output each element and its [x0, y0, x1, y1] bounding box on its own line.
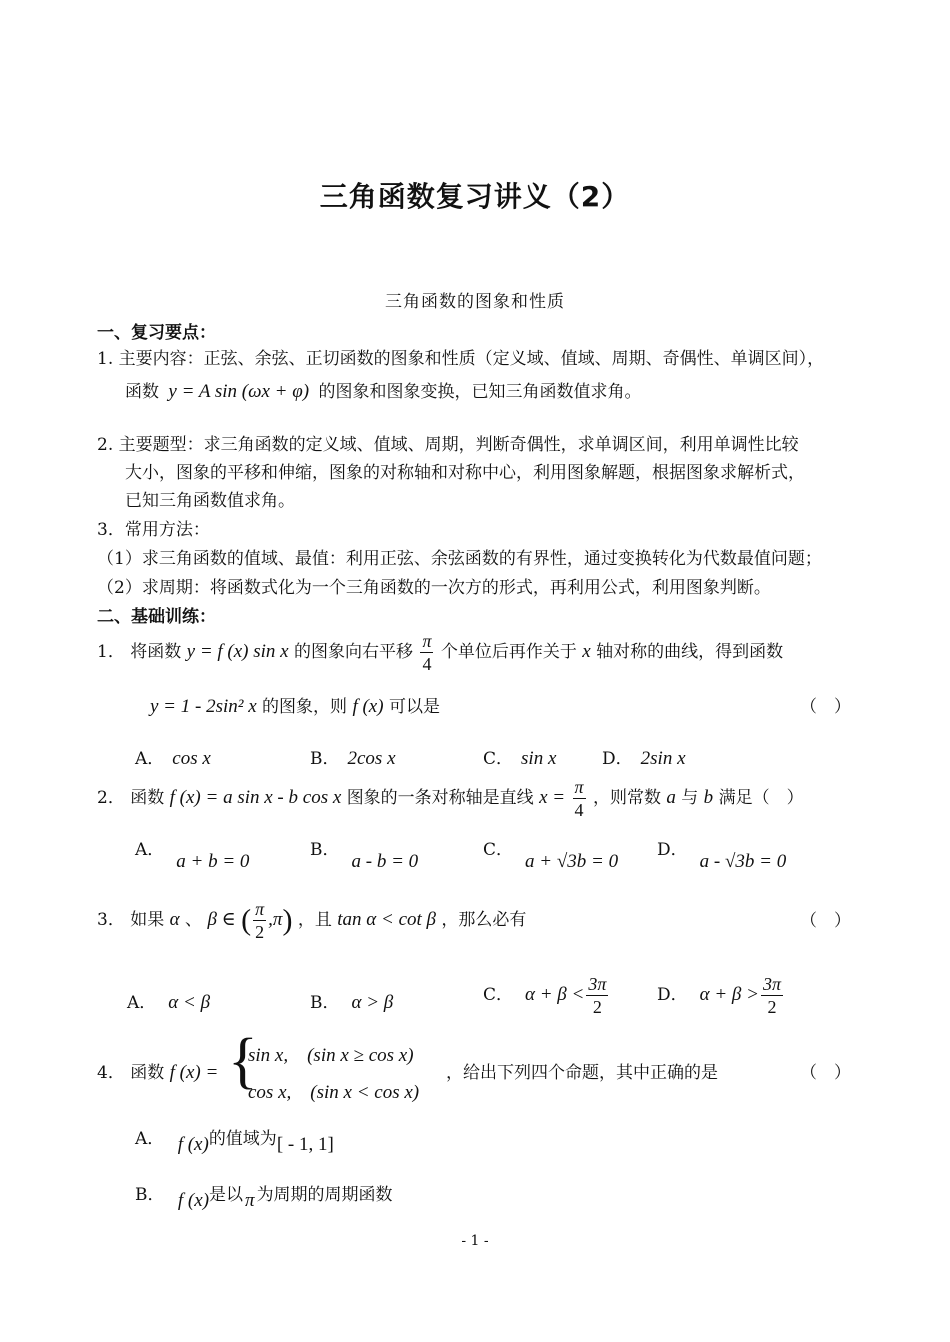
question-4-text: 函数: [130, 1063, 165, 1083]
point-1-formula: y = A sin (ωx + φ): [168, 381, 310, 402]
fraction-denominator: 2: [255, 922, 265, 942]
option-3b: [310, 988, 393, 1014]
fraction-pi-over-4: [573, 778, 586, 819]
option-label: D．: [602, 749, 633, 769]
point-1-prefix: 函数: [125, 382, 159, 402]
point-2-line-2: 大小，图象的平移和伸缩，图象的对称轴和对称中心，利用图象解题，根据图象求解析式，: [125, 463, 805, 483]
option-label: D．: [657, 840, 688, 860]
option-3c: [483, 975, 610, 1016]
left-paren: (: [241, 903, 252, 937]
option-1b: [310, 744, 396, 770]
option-label: D．: [657, 985, 688, 1005]
point-2-line-3: 已知三角函数值求角。: [125, 491, 295, 511]
question-2-text: 函数: [130, 788, 165, 808]
option-value: a - b = 0: [351, 851, 419, 872]
option-2c: [483, 835, 619, 872]
option-3d: [657, 975, 785, 1016]
question-1-target-formula: y = 1 - 2sin² x: [150, 696, 257, 717]
page-subtitle: 三角函数的图象和性质: [385, 292, 565, 312]
point-1-line-2: [125, 377, 642, 403]
page-title: 三角函数复习讲义（2）: [319, 180, 631, 213]
option-4a: [135, 1124, 334, 1155]
fraction-denominator: 4: [574, 800, 584, 820]
option-label: A．: [127, 993, 157, 1013]
option-value: α < β: [168, 992, 211, 1013]
question-1-number: 1．: [97, 642, 125, 662]
option-pi: π: [245, 1190, 255, 1211]
question-2-line-1: [97, 778, 804, 819]
option-fx: f (x): [177, 1190, 210, 1211]
option-label: B．: [310, 749, 340, 769]
option-label: A．: [135, 749, 165, 769]
option-value: a - √3b = 0: [699, 851, 787, 872]
option-text: 为周期的周期函数: [256, 1185, 393, 1205]
interval-end: ,π: [268, 909, 283, 930]
fraction-3pi-over-2: [761, 975, 783, 1016]
option-label: B．: [135, 1185, 165, 1205]
option-text: 是以: [209, 1185, 244, 1205]
question-2-text: ，则常数: [592, 788, 661, 808]
option-4b: [135, 1180, 393, 1211]
method-2: （2）求周期：将函数式化为一个三角函数的一次方的形式，再利用公式，利用图象判断。: [97, 578, 771, 598]
variable-alpha: α: [169, 909, 180, 930]
question-1-formula: y = f (x) sin x: [186, 641, 289, 662]
option-value: α + β <: [525, 984, 585, 1005]
option-label: C．: [483, 840, 514, 860]
question-2-axis: x =: [539, 787, 566, 808]
option-fx: f (x): [177, 1134, 209, 1155]
fraction-3pi-over-2: [586, 975, 608, 1016]
option-range: [ - 1, 1]: [276, 1134, 334, 1155]
piecewise-case-2: cos x, (sin x < cos x): [248, 1082, 420, 1103]
question-2-text: 与: [681, 788, 699, 808]
option-value: 2cos x: [347, 748, 396, 769]
method-1: （1）求三角函数的值域、最值：利用正弦、余弦函数的有界性，通过变换转化为代数最值问题；: [97, 549, 822, 569]
point-3: 3．常用方法：: [97, 520, 210, 540]
fraction-pi-over-4: [420, 632, 433, 673]
point-1-suffix: 的图象和图象变换，已知三角函数值求角。: [318, 382, 642, 402]
fraction-numerator: 3π: [588, 974, 607, 994]
option-1d: [602, 744, 686, 770]
answer-blank-1: （ ）: [800, 697, 851, 717]
page-number: - 1 -: [461, 1233, 489, 1249]
question-1-line-1: [97, 632, 783, 673]
option-label: A．: [135, 1129, 165, 1149]
question-1-text: 可以是: [388, 697, 440, 717]
point-2-line-1: 2. 主要题型：求三角函数的定义域、值域、周期，判断奇偶性，求单调区间，利用单调性比较: [97, 435, 799, 455]
question-1-text: 的图象向右平移: [294, 642, 414, 662]
section-heading-training: 二、基础训练：: [97, 607, 216, 627]
question-1-text: 个单位后再作关于: [440, 642, 577, 662]
fraction-denominator: 2: [767, 997, 777, 1017]
question-2-text: 图象的一条对称轴是直线: [346, 788, 534, 808]
question-1-fx: f (x): [352, 696, 384, 717]
fraction-denominator: 2: [592, 997, 602, 1017]
question-1-line-2: [150, 692, 440, 718]
option-2a: [135, 835, 250, 872]
piecewise-case-1: sin x, (sin x ≥ cos x): [248, 1045, 414, 1066]
option-text: 的值域为: [208, 1129, 277, 1149]
option-value: a + √3b = 0: [525, 851, 619, 872]
fraction-denominator: 4: [422, 654, 432, 674]
option-label: A．: [135, 840, 165, 860]
fraction-pi-over-2: [253, 900, 266, 941]
option-label: B．: [310, 993, 340, 1013]
variable-b: b: [703, 787, 714, 808]
option-value: sin x: [521, 748, 557, 769]
question-3-text: ，且: [297, 910, 332, 930]
variable-beta: β ∈: [207, 909, 236, 930]
question-2-formula: f (x) = a sin x - b cos x: [169, 787, 342, 808]
question-3-text: ，那么必有: [441, 910, 527, 930]
question-3-text: 如果: [130, 910, 165, 930]
variable-a: a: [666, 787, 676, 808]
option-value: 2sin x: [640, 748, 686, 769]
question-1-text: 的图象，则: [262, 697, 348, 717]
question-3-text: 、: [185, 910, 203, 930]
question-4-fx: f (x) =: [169, 1062, 219, 1083]
question-3-number: 3．: [97, 910, 125, 930]
option-2d: [657, 835, 787, 872]
option-3a: [127, 988, 210, 1014]
question-4-text: ，给出下列四个命题，其中正确的是: [446, 1063, 718, 1083]
option-label: C．: [483, 985, 514, 1005]
point-1-line-1: 1. 主要内容：正弦、余弦、正切函数的图象和性质（定义域、值域、周期、奇偶性、单调区间），: [97, 349, 825, 369]
question-4-prefix: [97, 1058, 218, 1084]
option-2b: [310, 835, 419, 872]
fraction-numerator: π: [422, 631, 432, 651]
option-1c: [483, 744, 556, 770]
question-2-text: 满足（ ）: [718, 788, 804, 808]
answer-blank-4: （ ）: [800, 1063, 851, 1083]
variable-x: x: [582, 641, 591, 662]
answer-blank-3: （ ）: [800, 911, 851, 931]
piecewise-brace: {: [228, 1027, 258, 1095]
question-1-text: 轴对称的曲线，得到函数: [596, 642, 784, 662]
option-value: a + b = 0: [176, 851, 250, 872]
question-3-line-1: [97, 900, 526, 941]
option-label: C．: [483, 749, 514, 769]
option-label: B．: [310, 840, 340, 860]
fraction-numerator: π: [255, 899, 265, 919]
option-1a: [135, 744, 211, 770]
question-4-number: 4．: [97, 1063, 125, 1083]
question-3-condition: tan α < cot β: [337, 909, 436, 930]
option-value: α + β >: [699, 984, 759, 1005]
option-value: cos x: [172, 748, 211, 769]
section-heading-review: 一、复习要点：: [97, 323, 216, 343]
fraction-numerator: π: [574, 777, 584, 797]
right-paren: ): [282, 903, 293, 937]
option-value: α > β: [351, 992, 394, 1013]
question-2-number: 2．: [97, 788, 125, 808]
fraction-numerator: 3π: [762, 974, 782, 994]
question-1-text: 将函数: [130, 642, 182, 662]
